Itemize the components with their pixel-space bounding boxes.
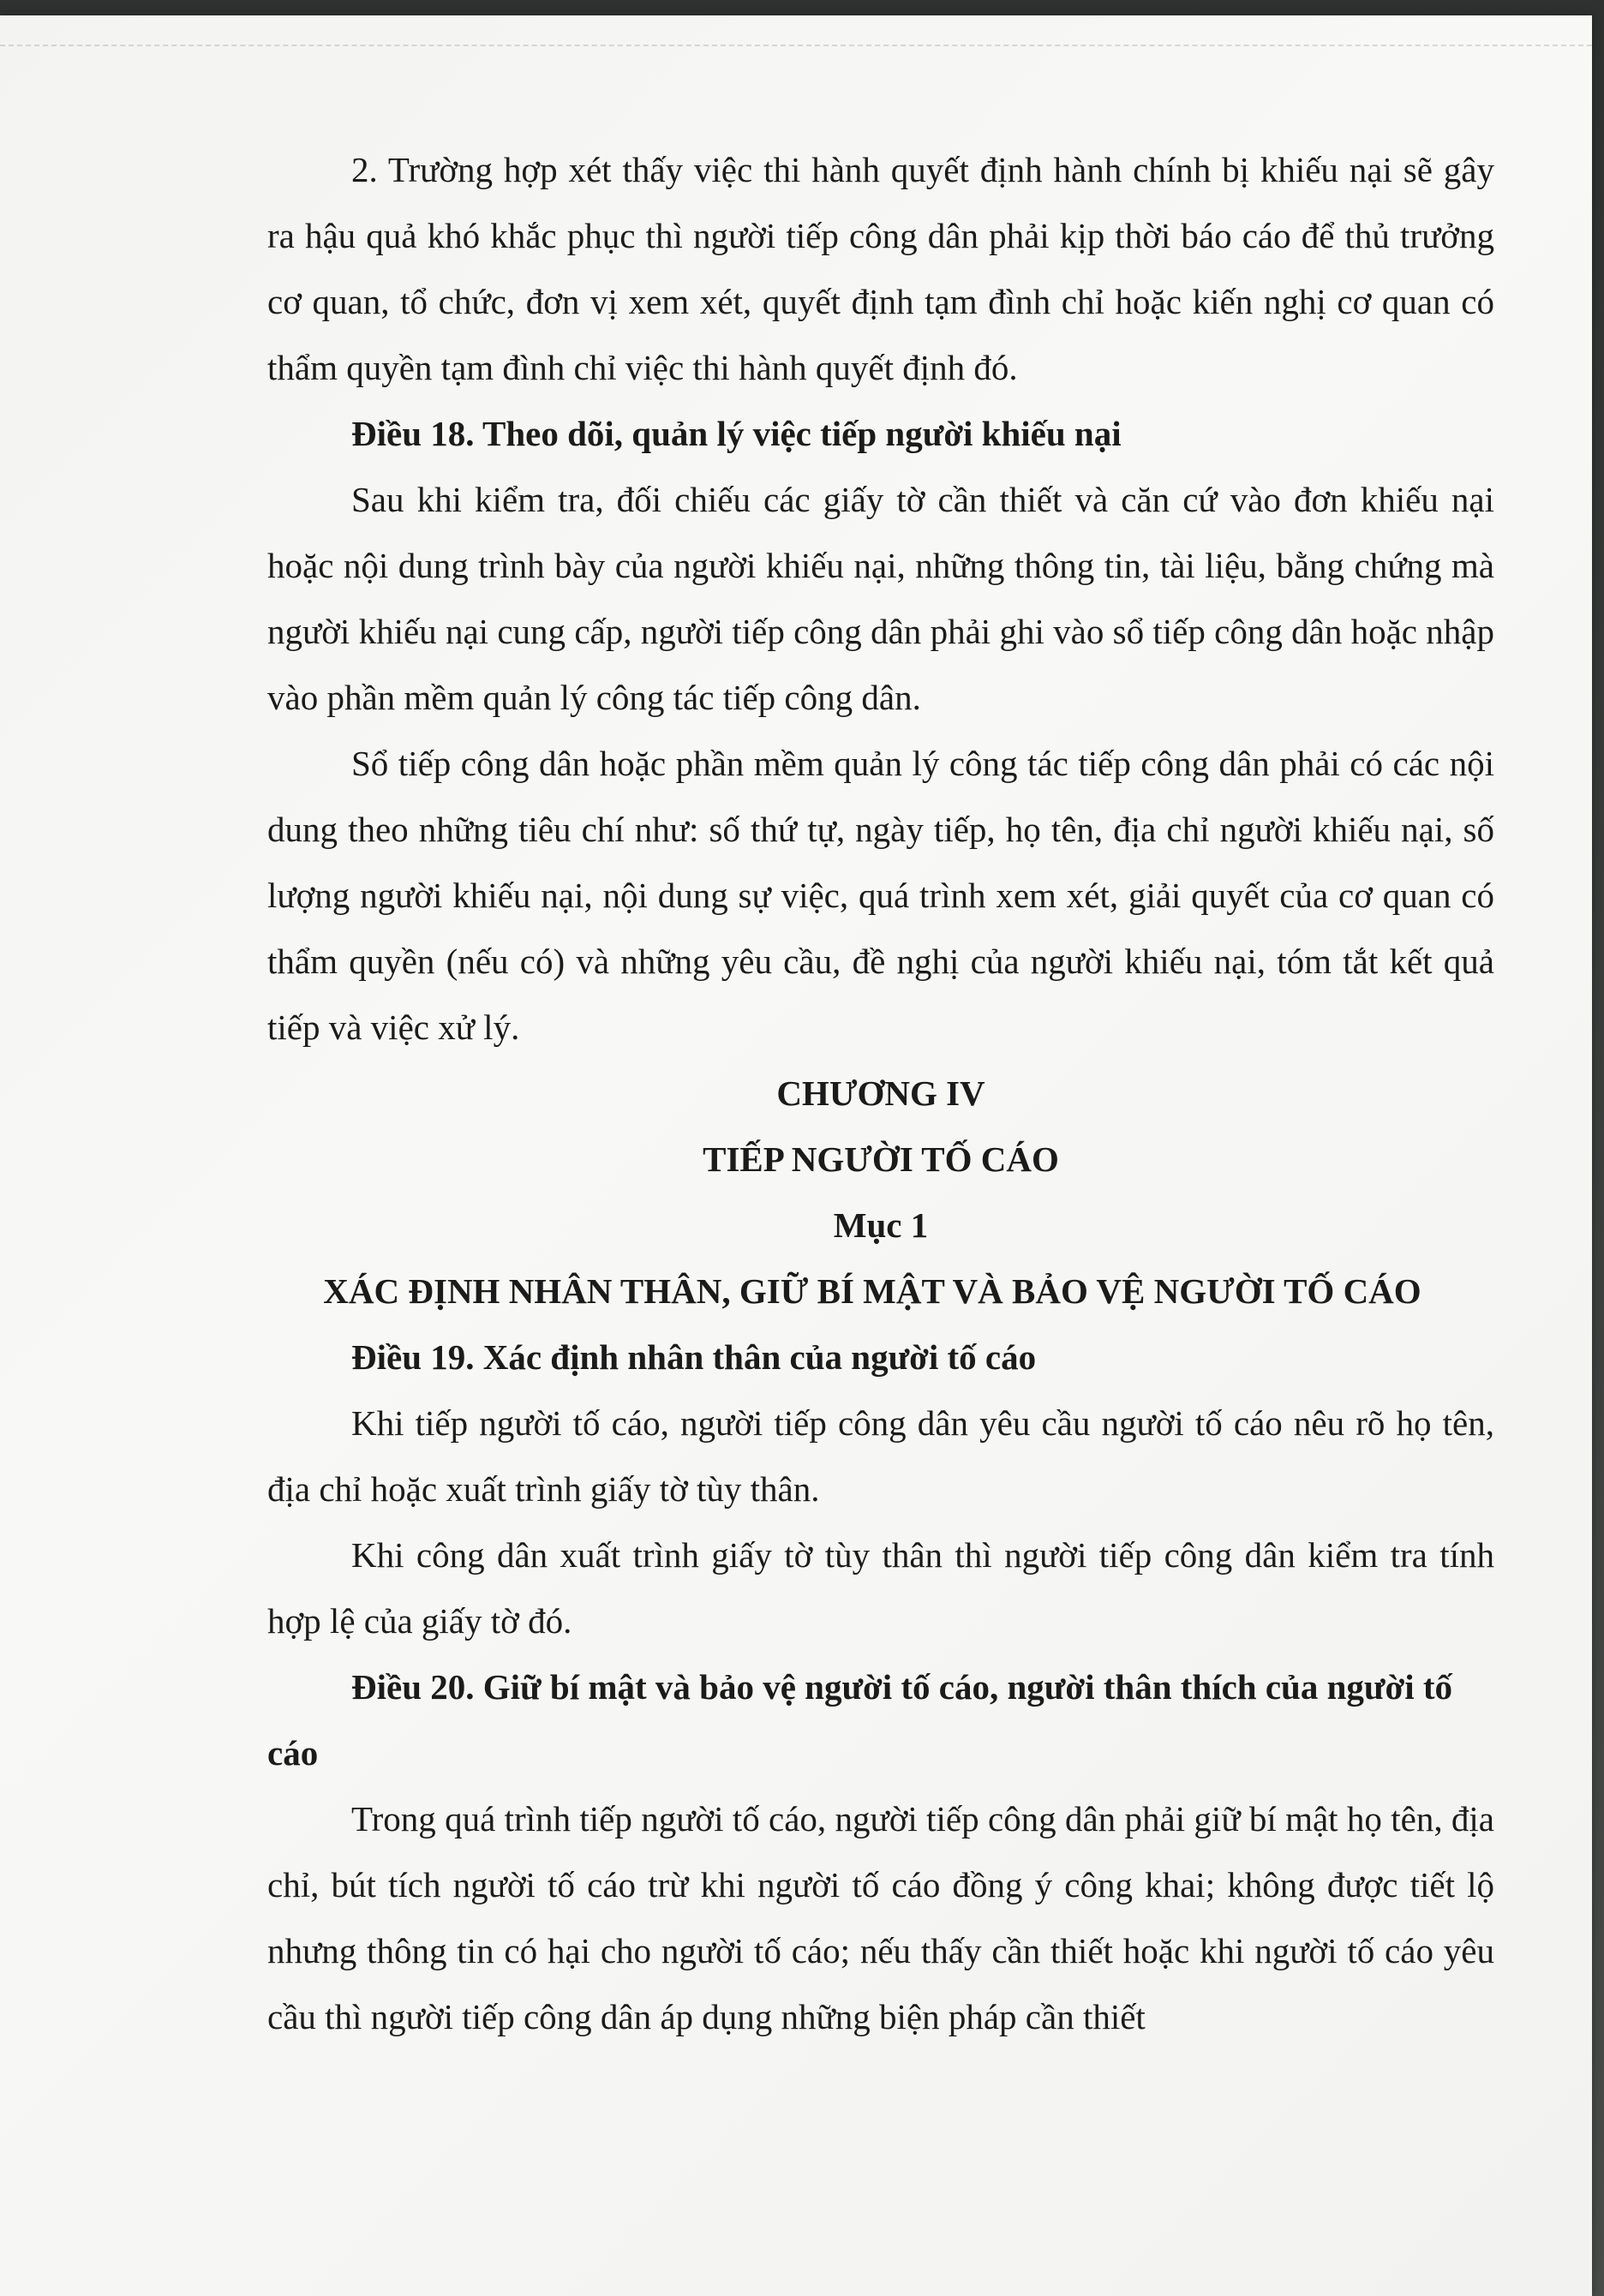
paragraph-article-19-1: Khi tiếp người tố cáo, người tiếp công dân yêu cầu người tố cáo nêu rõ họ tên, địa chỉ hoặc xuất trình giấy tờ tùy thân. bbox=[267, 1403, 1494, 1509]
paragraph-article-18-2: Sổ tiếp công dân hoặc phần mềm quản lý công tác tiếp công dân phải có các nội dung theo những tiêu chí như: số thứ tự, ngày tiếp, họ tên, địa chỉ người khiếu nại, số lượng người khiếu nại, nội dung sự việc, quá trình xem xét, giải quyết của cơ quan có thẩm quyền (nếu có) và những yêu cầu, đề nghị của người khiếu nại, tóm tắt kết quả tiếp và việc xử lý. bbox=[267, 744, 1494, 1047]
paragraph-article-20-1: Trong quá trình tiếp người tố cáo, người tiếp công dân phải giữ bí mật họ tên, địa chỉ, bút tích người tố cáo trừ khi người tố cáo đồng ý công khai; không được tiết lộ nhưng thông tin có hại cho người tố cáo; nếu thấy cần thiết hoặc khi người tố cáo yêu cầu thì người tiếp công dân áp dụng những biện pháp cần thiết bbox=[267, 1799, 1494, 2036]
paragraph-article-18-1: Sau khi kiểm tra, đối chiếu các giấy tờ cần thiết và căn cứ vào đơn khiếu nại hoặc nội dung trình bày của người khiếu nại, những thông tin, tài liệu, bằng chứng mà người khiếu nại cung cấp, người tiếp công dân phải ghi vào sổ tiếp công dân hoặc nhập vào phần mềm quản lý công tác tiếp công dân. bbox=[267, 480, 1494, 717]
page-top-edge bbox=[0, 15, 1592, 46]
section-label: Mục 1 bbox=[833, 1205, 929, 1245]
chapter-title: TIẾP NGƯỜI TỐ CÁO bbox=[703, 1139, 1059, 1179]
article-18-heading: Điều 18. Theo dõi, quản lý việc tiếp người khiếu nại bbox=[351, 414, 1122, 453]
paragraph-clause-2: 2. Trường hợp xét thấy việc thi hành quyết định hành chính bị khiếu nại sẽ gây ra hậu quả khó khắc phục thì người tiếp công dân phải kịp thời báo cáo để thủ trưởng cơ quan, tổ chức, đơn vị xem xét, quyết định tạm đình chỉ hoặc kiến nghị cơ quan có thẩm quyền tạm đình chỉ việc thi hành quyết định đó. bbox=[267, 150, 1494, 387]
chapter-block bbox=[267, 1061, 1494, 1324]
article-19-heading: Điều 19. Xác định nhân thân của người tố cáo bbox=[351, 1337, 1037, 1377]
chapter-label: CHƯƠNG IV bbox=[776, 1073, 985, 1113]
section-title: XÁC ĐỊNH NHÂN THÂN, GIỮ BÍ MẬT VÀ BẢO VỆ NGƯỜI TỐ CÁO bbox=[323, 1271, 1421, 1311]
paragraph-article-19-2: Khi công dân xuất trình giấy tờ tùy thân thì người tiếp công dân kiểm tra tính hợp lệ của giấy tờ đó. bbox=[267, 1535, 1494, 1641]
document-body bbox=[267, 137, 1494, 2050]
article-20-heading: Điều 20. Giữ bí mật và bảo vệ người tố cáo, người thân thích của người tố cáo bbox=[267, 1667, 1452, 1773]
